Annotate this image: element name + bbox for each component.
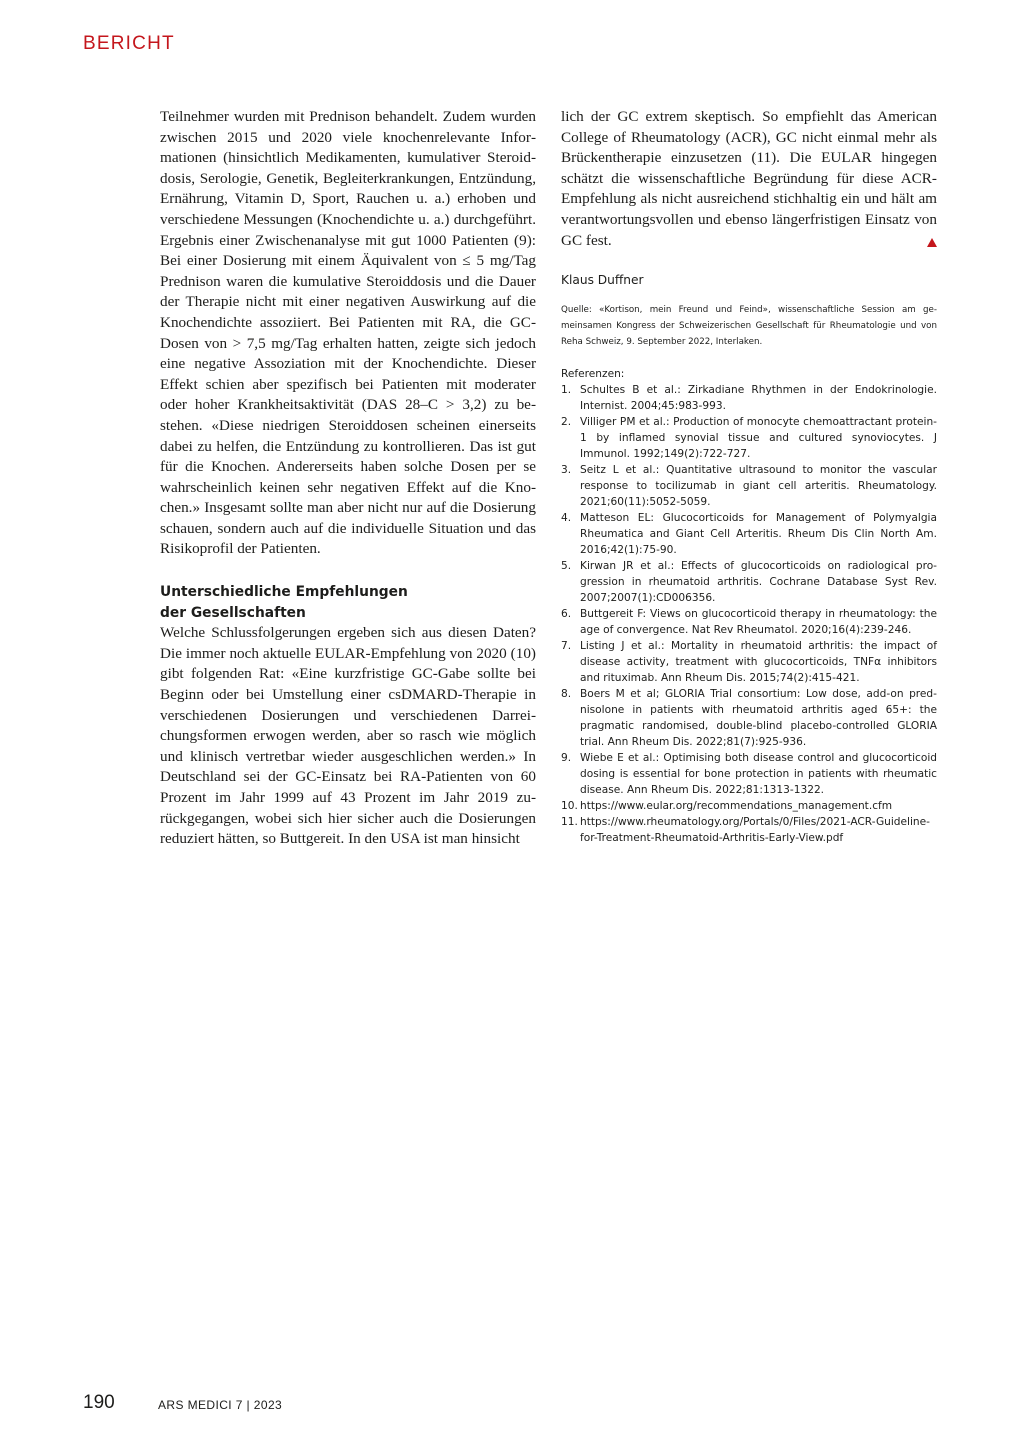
reference-text[interactable]: https://www.rheumatology.org/Portals/0/Files/2021-ACR-Guideline-for-Treatment-Rheumatoid-Arthritis-Early-View.pdf [580, 816, 930, 845]
reference-item [561, 814, 937, 846]
subheading-line-2: der Gesellschaften [160, 604, 306, 621]
reference-number: 2. [561, 416, 572, 429]
reference-number: 6. [561, 608, 572, 621]
reference-item [561, 510, 937, 558]
subheading [160, 582, 536, 623]
reference-item [561, 686, 937, 750]
reference-text: Villiger PM et al.: Production of monocyte chemoattractant protein-1 by inflamed synovial tissue and cultured synoviocytes. J Immunol. 1992;149(2):722-727. [580, 416, 937, 461]
reference-text: Matteson EL: Glucocorticoids for Management of Polymyalgia Rheumatica and Giant Cell Arteritis. Rheum Dis Clin North Am. 2016;42(1):75-90. [580, 512, 937, 557]
right-column [561, 107, 937, 846]
reference-item [561, 382, 937, 414]
reference-text: Wiebe E et al.: Optimising both disease control and glucocorticoid dosing is essential for bone protection in patients with rheumatic disease. Ann Rheum Dis. 2022;81:1313-1322. [580, 752, 937, 797]
reference-number: 4. [561, 512, 572, 525]
body-paragraph-1: Teilnehmer wurden mit Prednison behandelt. Zudem wurden zwischen 2015 und 2020 viele knochenrelevante Informationen (hinsichtlich Medikamenten, kumulativer Steroiddosis, Serologie, Genetik, Begleiterkrankungen, Entzündung, Ernährung, Vitamin D, Sport, Rauchen u. a.) erhoben und verschiedene Messungen (Knochendichte u. a.) durchgeführt. Ergebnis einer Zwischenanalyse mit gut 1000 Patienten (9): Bei einer Dosierung mit einem Äquivalent von ≤ 5 mg/Tag Prednison waren die kumulative Steroiddosis und die Dauer der Therapie nicht mit einer negativen Auswirkung auf die Knochendichte assoziiert. Bei Patienten mit RA, die GC-Dosen von > 7,5 mg/Tag erhalten hatten, zeigte sich jedoch eine negative Assoziation mit der Knochendichte. Dieser Effekt schien aber spezifisch bei Patienten mit moderater oder hoher Krankheitsaktivität (DAS 28–C > 3,2) zu bestehen. «Diese niedrigen Steroiddosen scheinen einerseits dabei zu helfen, die Entzündung zu kontrollieren. Das ist gut für die Knochen. Andererseits haben solche Dosen per se wahrscheinlich keinen sehr negativen Effekt auf die Knochen.» Insgesamt sollte man aber nicht nur auf die Dosierung schauen, sondern auch auf die individuelle Situation und das Risikoprofil der Patienten. [160, 108, 536, 558]
reference-number: 10. [561, 800, 578, 813]
reference-text: Buttgereit F: Views on glucocorticoid therapy in rheumatology: the age of convergence. Nat Rev Rheumatol. 2020;16(4):239-246. [580, 608, 937, 637]
reference-number: 5. [561, 560, 572, 573]
subheading-line-1: Unterschiedliche Empfehlungen [160, 584, 408, 601]
reference-item [561, 462, 937, 510]
body-paragraph-3-text: lich der GC extrem skeptisch. So empfiehlt das American College of Rheumatology (ACR), GC nicht einmal mehr als Brückentherapie einzusetzen (11). Die EULAR hingegen schätzt die wissenschaftliche Begründung für diese ACR-Empfehlung als nicht ausreichend stichhaltig ein und hält am verantwortungsvollen und ebenso längerfristigen Einsatz von GC fest. [561, 108, 937, 249]
reference-item [561, 606, 937, 638]
reference-item [561, 414, 937, 462]
triangle-end-icon [927, 238, 937, 247]
author-name: Klaus Duffner [561, 273, 644, 288]
reference-item [561, 750, 937, 798]
page-number: 190 [83, 1392, 115, 1413]
reference-text: Listing J et al.: Mortality in rheumatoid arthritis: the impact of disease activity, treatment with glucocorticoids, TNFα inhibitors and rituximab. Ann Rheum Dis. 2015;74(2):415-421. [580, 640, 937, 685]
left-column [160, 107, 536, 850]
journal-issue: ARS MEDICI 7 | 2023 [158, 1398, 283, 1412]
reference-text: Seitz L et al.: Quantitative ultrasound to monitor the vascular response to tocilizumab in giant cell arteritis. Rheumatology. 2021;60(11):5052-5059. [580, 464, 937, 509]
reference-number: 8. [561, 688, 572, 701]
reference-text: Boers M et al; GLORIA Trial consortium: Low dose, add-on prednisolone in patients with rheumatoid arthritis aged 65+: the pragmatic randomised, double-blind placebo-controlled GLORIA trial. Ann Rheum Dis. 2022;81(7):925-936. [580, 688, 937, 749]
reference-number: 9. [561, 752, 572, 765]
section-label: BERICHT [83, 33, 175, 54]
reference-item [561, 558, 937, 606]
reference-number: 7. [561, 640, 572, 653]
reference-item [561, 798, 937, 814]
body-paragraph-2: Welche Schlussfolgerungen ergeben sich aus diesen Daten? Die immer noch aktuelle EULAR-Empfehlung von 2020 (10) gibt folgenden Rat: «Eine kurzfristige GC-Gabe sollte bei Beginn oder bei Umstellung einer csDMARD-Therapie in verschiedenen Dosierungen und verschiedenen Darreichungsformen erwogen werden, aber so rasch wie möglich und klinisch vertretbar wieder ausgeschlichen werden.» In Deutschland sei der GC-Einsatz bei RA-Patienten von 60 Prozent im Jahr 1999 auf 43 Prozent im Jahr 2019 zurückgegangen, wobei sich hier sicher auch die Dosierungen reduziert hätten, so Buttgereit. In den USA ist man hinsicht [160, 624, 536, 848]
reference-text: Schultes B et al.: Zirkadiane Rhythmen in der Endokrinologie. Internist. 2004;45:983-993. [580, 384, 937, 413]
reference-number: 1. [561, 384, 572, 397]
reference-item [561, 638, 937, 686]
reference-text: Kirwan JR et al.: Effects of glucocorticoids on radiological progression in rheumatoid arthritis. Cochrane Database Syst Rev. 2007;2007(1):CD006356. [580, 560, 937, 605]
references-list [561, 382, 937, 846]
source-note: Quelle: «Kortison, mein Freund und Feind», wissenschaftliche Session am gemeinsamen Kongress der Schweizerischen Gesellschaft für Rheumatologie und von Reha Schweiz, 9. September 2022, Interlaken. [561, 305, 937, 348]
references-title: Referenzen: [561, 368, 625, 381]
body-paragraph-3 [561, 107, 937, 251]
reference-text[interactable]: https://www.eular.org/recommendations_management.cfm [580, 800, 893, 813]
reference-number: 11. [561, 816, 578, 829]
reference-number: 3. [561, 464, 572, 477]
